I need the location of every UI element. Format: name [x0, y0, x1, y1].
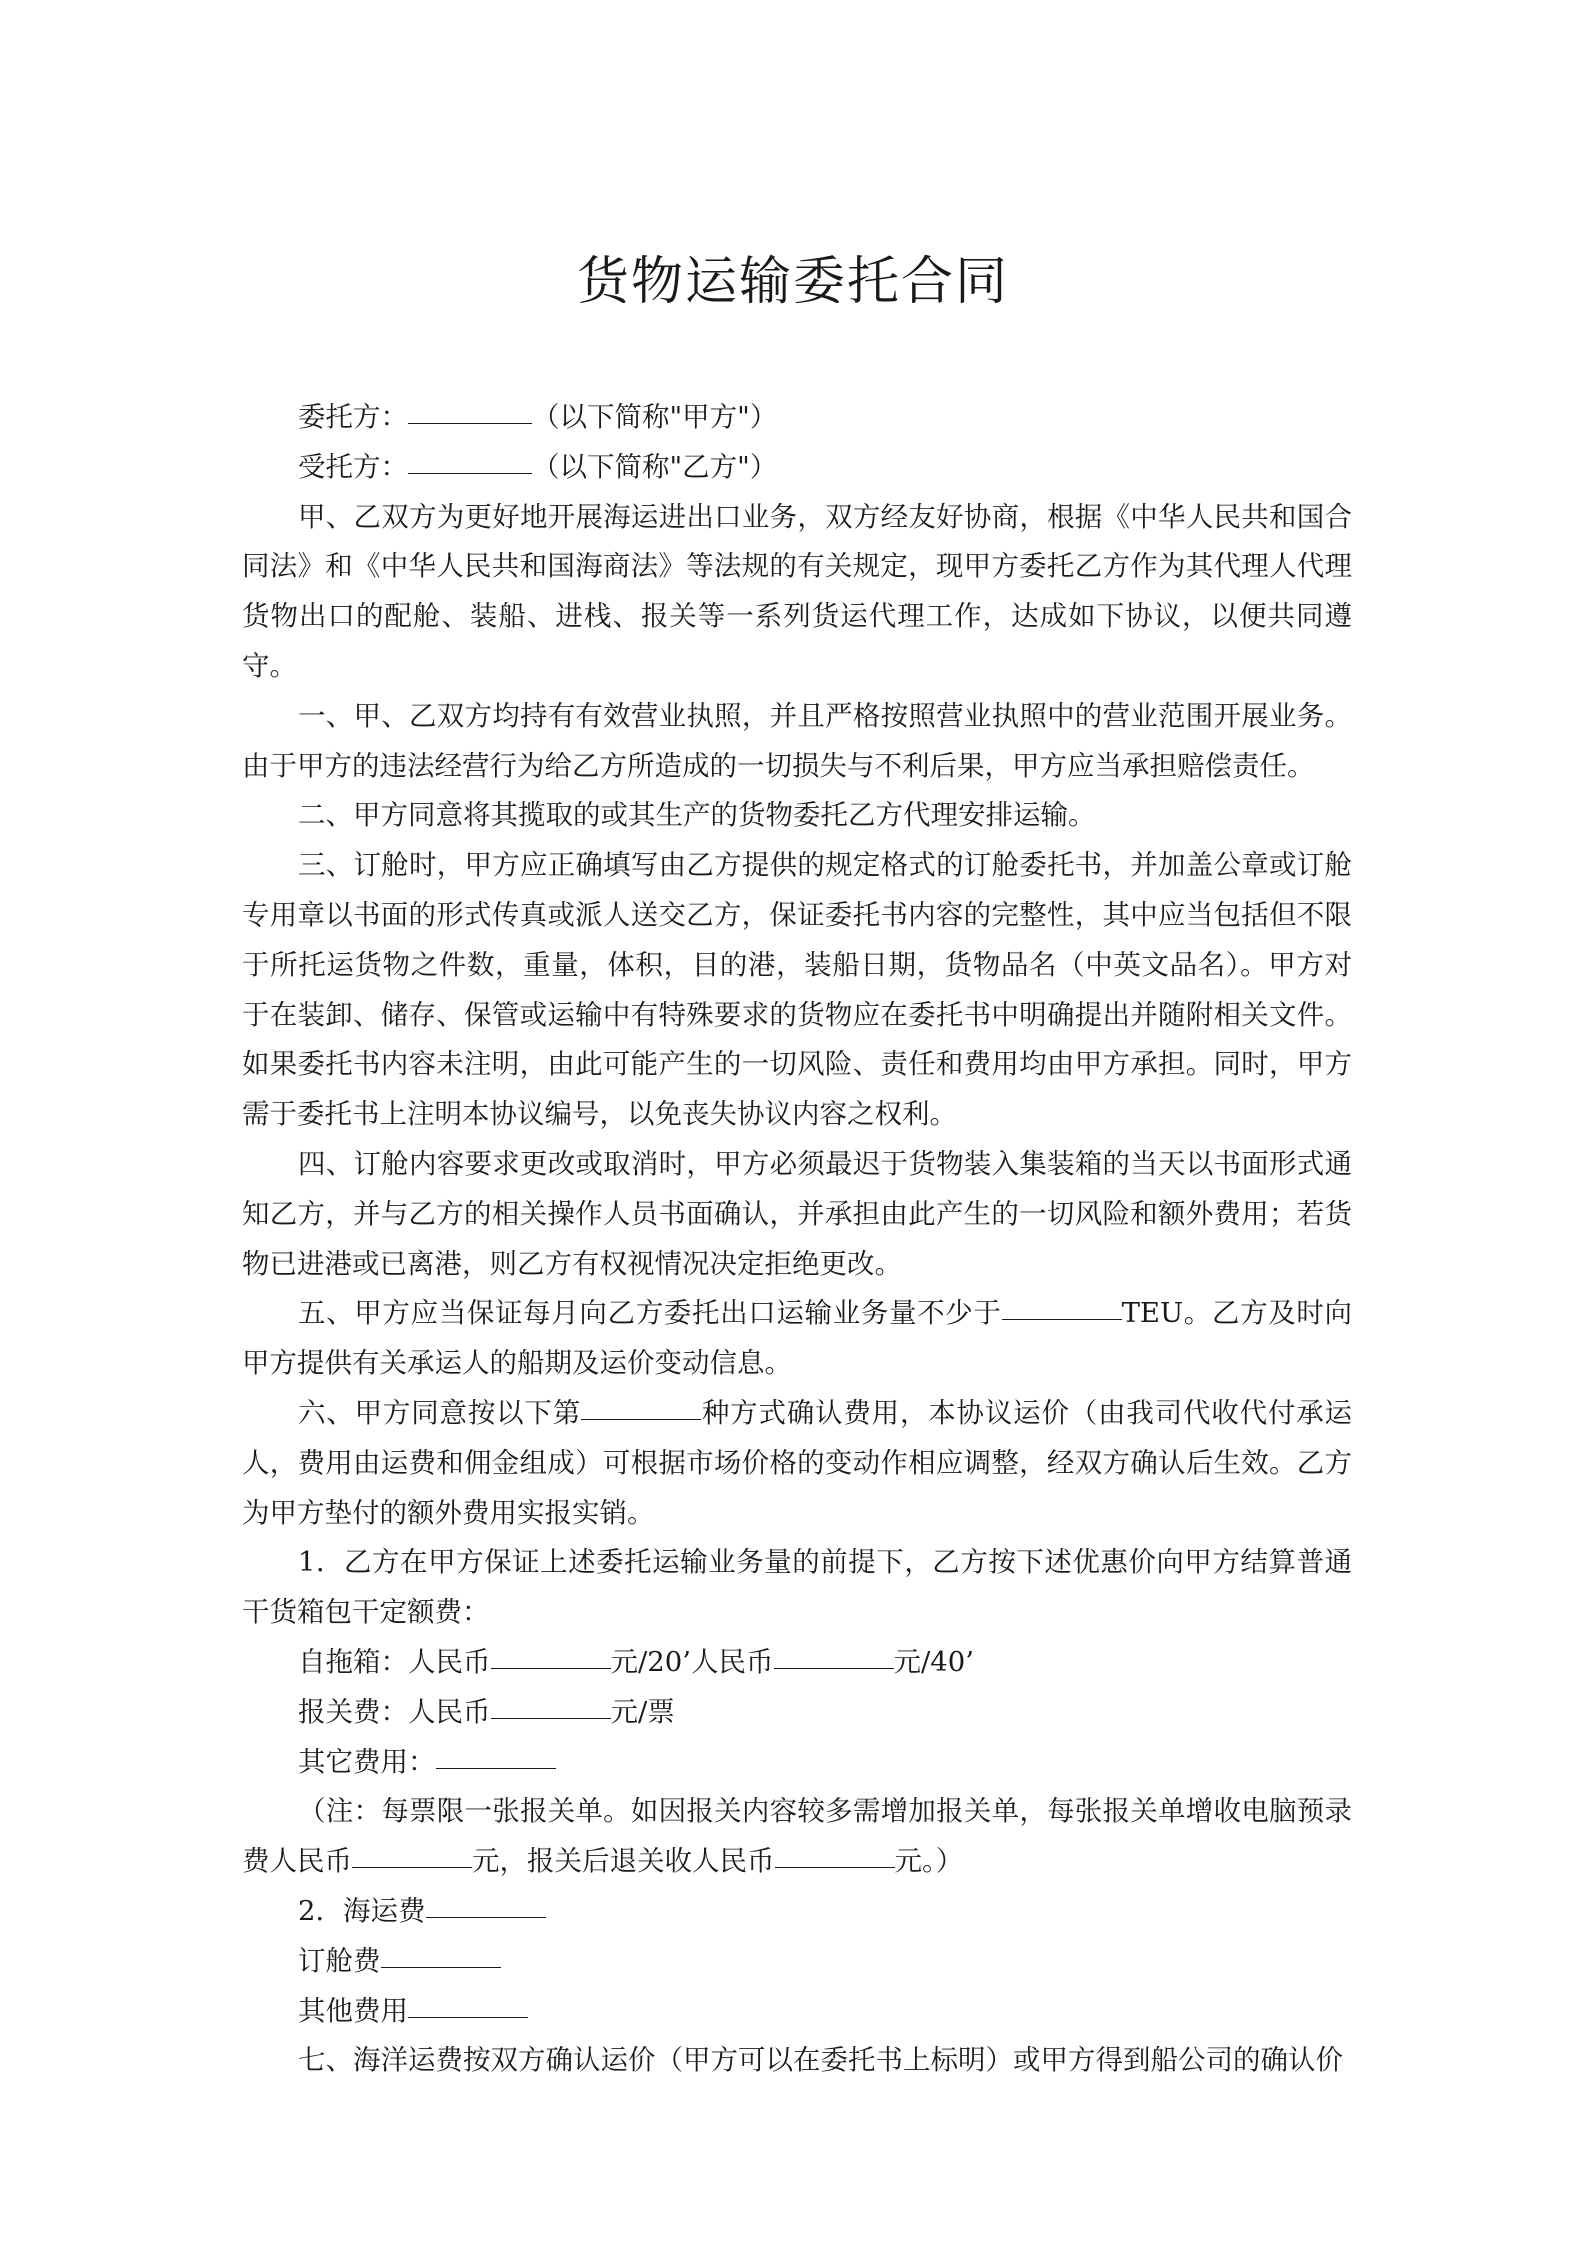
agent-party-line	[242, 443, 1352, 493]
teu-blank	[1002, 1318, 1122, 1320]
rmb-20-blank	[491, 1667, 611, 1669]
other-fees-blank	[436, 1767, 556, 1769]
clause-5-paragraph: 五、甲方应当保证每月向乙方委托出口运输业务量不少于 TEU。乙方及时向甲方提供有关承运人的船期及运价变动信息。	[242, 1297, 1353, 1380]
rmb-40-blank	[774, 1667, 894, 1669]
clause-3-paragraph: 三、订舱时，甲方应正确填写由乙方提供的规定格式的订舱委托书，并加盖公章或订舱专用章以书面的形式传真或派人送交乙方，保证委托书内容的完整性，其中应当包括但不限于所托运货物之件数，重量，体积，目的港，装船日期，货物品名（中英文品名）。甲方对于在装卸、储存、保管或运输中有特殊要求的货物应在委托书中明确提出并随附相关文件。如果委托书内容未注明，由此可能产生的一切风险、责任和费用均由甲方承担。同时，甲方需于委托书上注明本协议编号，以免丧失协议内容之权利。	[242, 849, 1352, 1131]
principal-blank	[408, 422, 532, 424]
customs-fee-blank	[491, 1717, 611, 1719]
ocean-freight-blank	[426, 1916, 546, 1918]
document-body	[242, 393, 1352, 2086]
note-paragraph: （注：每票限一张报关单。如因报关内容较多需增加报关单，每张报关单增收电脑预录费人民币 元，报关后退关收人民币 元。）	[242, 1795, 1352, 1878]
other-charges-line: 其他费用	[242, 1987, 1352, 2037]
fee-item-1-paragraph: 1．乙方在甲方保证上述委托运输业务量的前提下，乙方按下述优惠价向甲方结算普通干货箱包干定额费：	[242, 1546, 1352, 1629]
agent-alias: （以下简称"乙方"）	[532, 450, 778, 483]
self-drag-box-line: 自拖箱：人民币 元/20’人民币 元/40’	[298, 1645, 974, 1678]
pre-entry-fee-blank	[352, 1866, 472, 1868]
ocean-freight-line: 2．海运费	[242, 1887, 1352, 1937]
other-charges-blank	[408, 2016, 528, 2018]
clause-4-paragraph: 四、订舱内容要求更改或取消时，甲方必须最迟于货物装入集装箱的当天以书面形式通知乙方，并与乙方的相关操作人员书面确认，并承担由此产生的一切风险和额外费用；若货物已进港或已离港，则乙方有权视情况决定拒绝更改。	[242, 1147, 1352, 1280]
other-fees-line: 其它费用：	[242, 1738, 1352, 1788]
principal-party-line	[242, 393, 1352, 443]
customs-fee-line: 报关费：人民币 元/票	[298, 1695, 675, 1728]
principal-alias: （以下简称"甲方"）	[532, 401, 778, 433]
return-fee-blank	[775, 1866, 895, 1868]
preamble-paragraph: 甲、乙双方为更好地开展海运进出口业务，双方经友好协商，根据《中华人民共和国合同法》和《中华人民共和国海商法》等法规的有关规定，现甲方委托乙方作为其代理人代理货物出口的配舱、装船、进栈、报关等一系列货运代理工作，达成如下协议，以便共同遵守。	[242, 500, 1352, 682]
agent-blank	[408, 472, 532, 474]
clause-1-paragraph: 一、甲、乙双方均持有有效营业执照，并且严格按照营业执照中的营业范围开展业务。由于甲方的违法经营行为给乙方所造成的一切损失与不利后果，甲方应当承担赔偿责任。	[242, 699, 1352, 782]
method-blank	[581, 1418, 701, 1420]
clause-2-paragraph: 二、甲方同意将其揽取的或其生产的货物委托乙方代理安排运输。	[298, 799, 1096, 832]
principal-label: 委托方：	[298, 401, 408, 433]
agent-label: 受托方：	[298, 450, 408, 483]
clause-6-paragraph: 六、甲方同意按以下第 种方式确认费用，本协议运价（由我司代收代付承运人，费用由运费和佣金组成）可根据市场价格的变动作相应调整，经双方确认后生效。乙方为甲方垫付的额外费用实报实销。	[242, 1396, 1352, 1529]
clause-7-paragraph: 七、海洋运费按双方确认运价（甲方可以在委托书上标明）或甲方得到船公司的确认价	[298, 2044, 1343, 2077]
booking-fee-blank	[381, 1966, 501, 1968]
document-title: 货物运输委托合同	[576, 252, 1009, 312]
booking-fee-line: 订舱费	[242, 1937, 1352, 1987]
